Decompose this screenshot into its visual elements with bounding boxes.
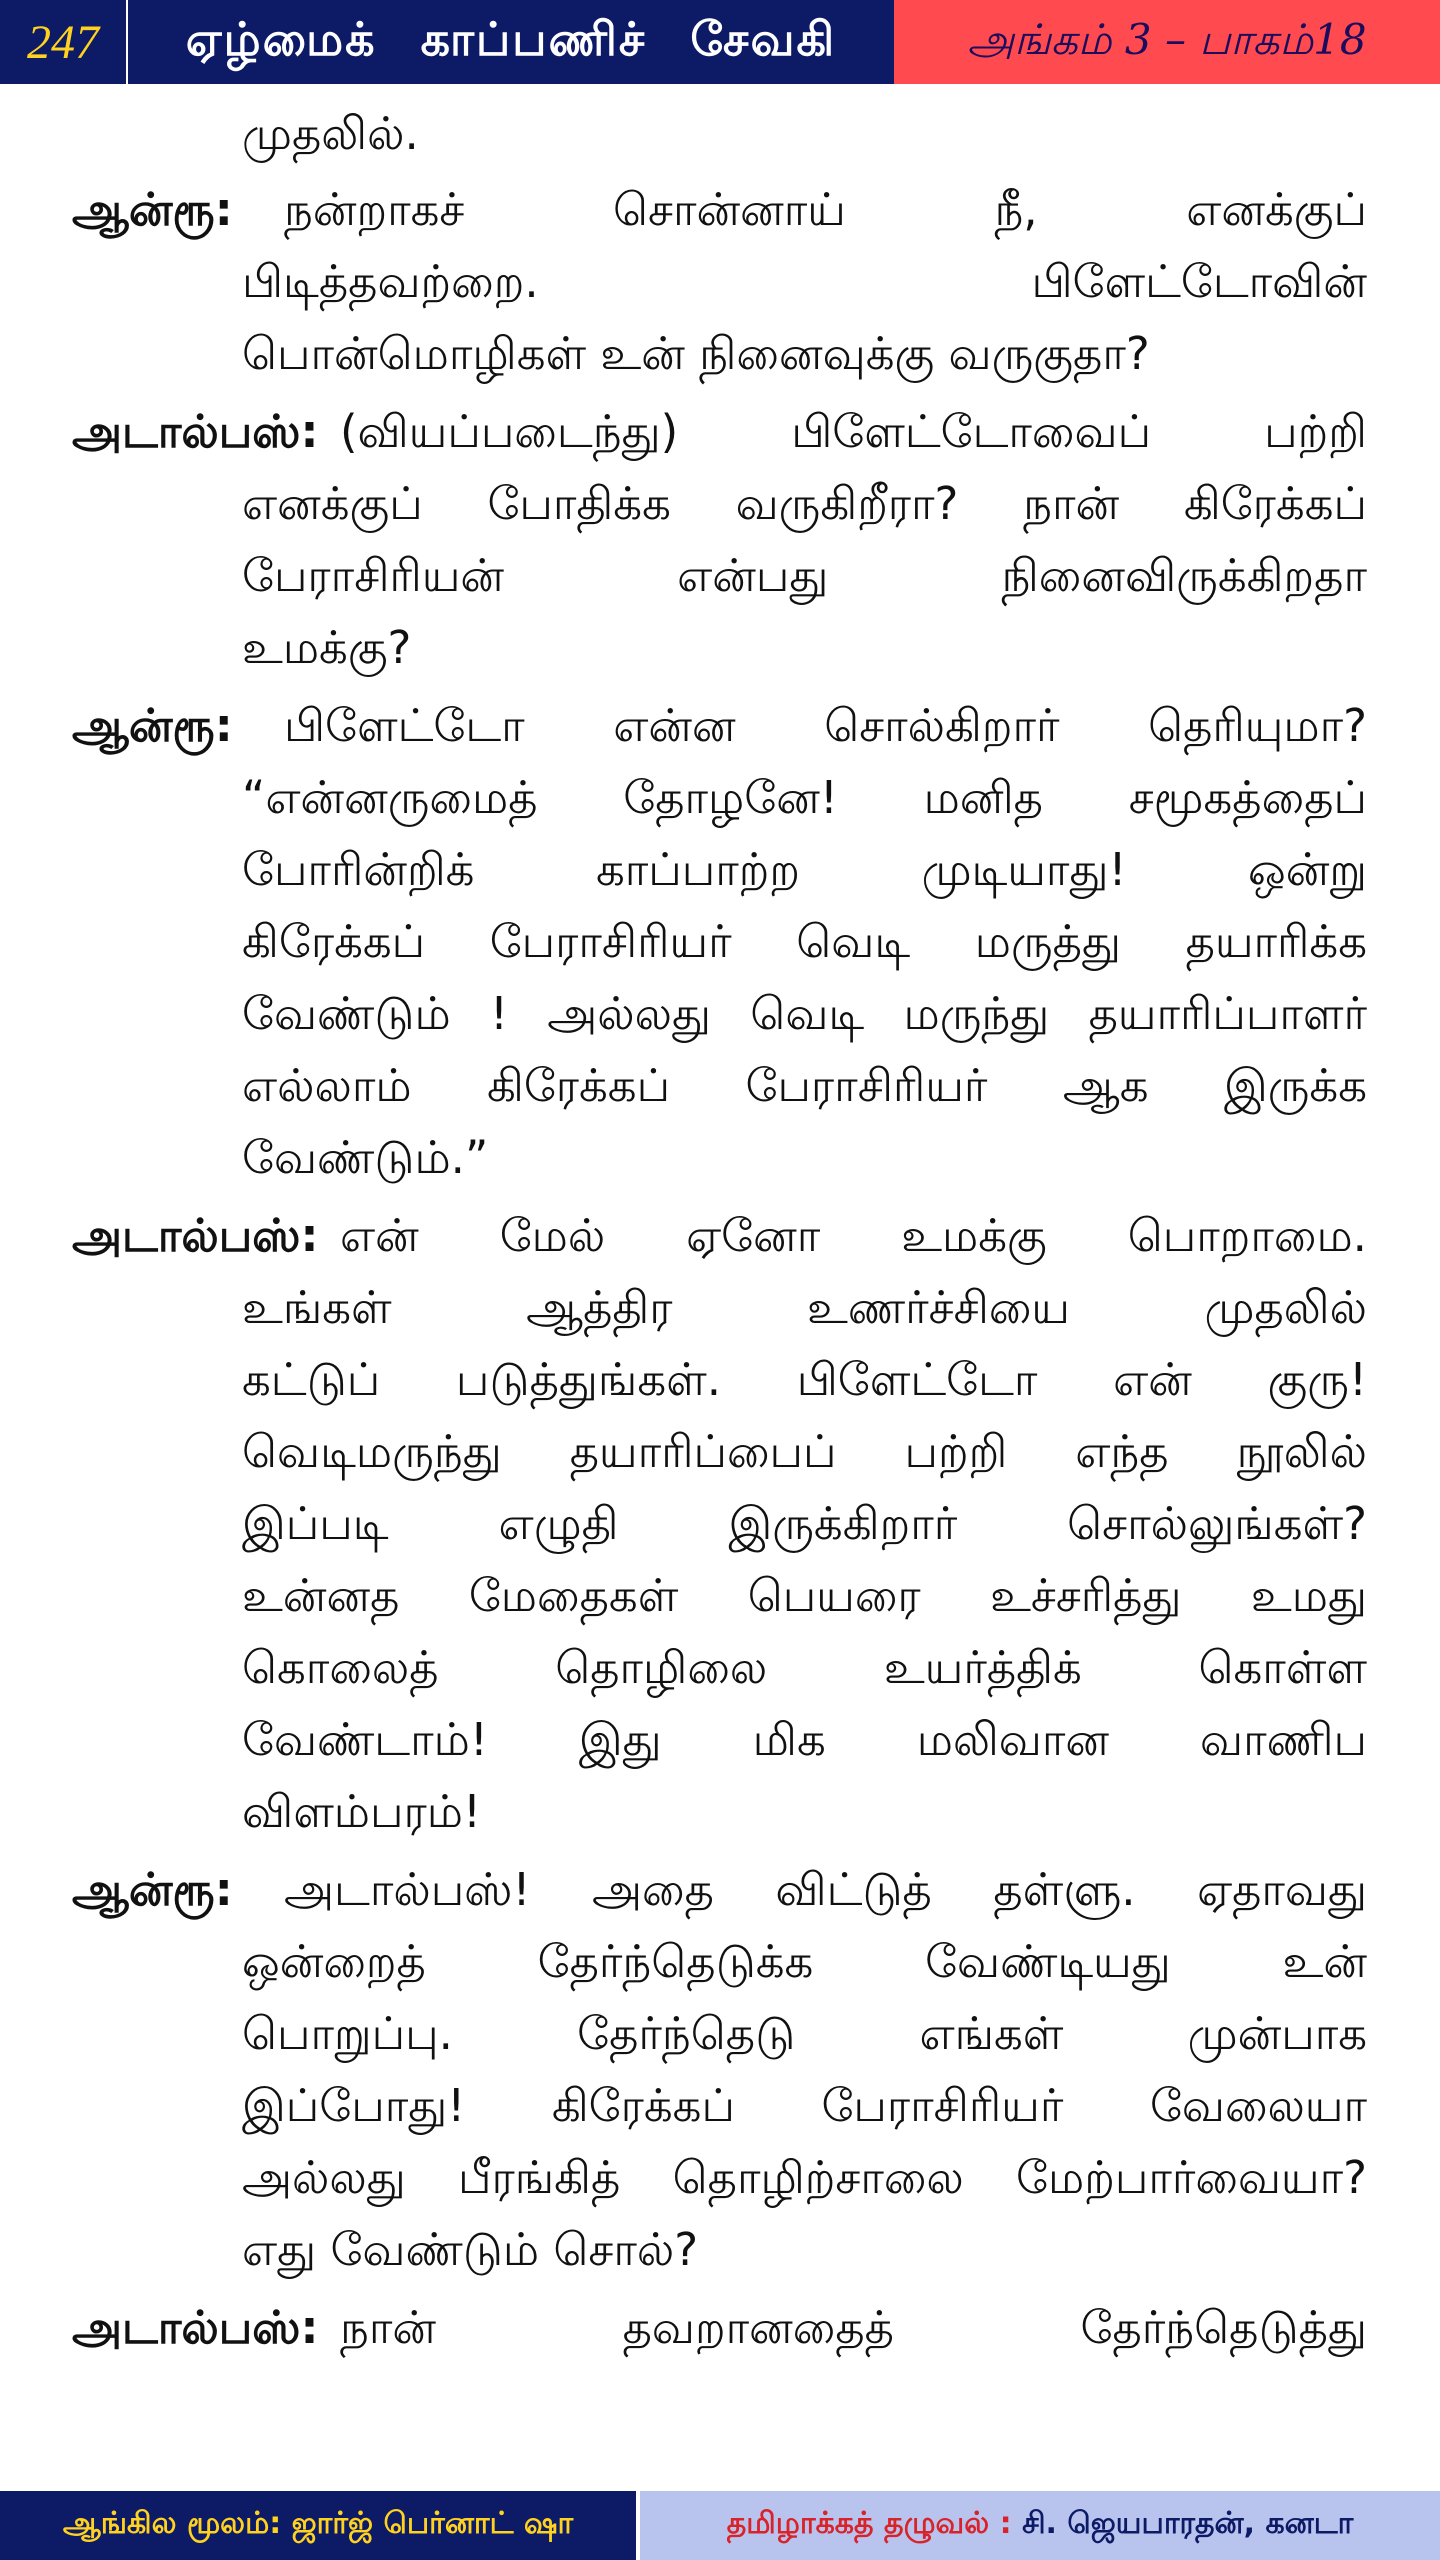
dialogue-line: எல்லாம் கிரேக்கப் பேராசிரியர் ஆக இருக்க bbox=[242, 1059, 1367, 1112]
dialogue-line: எனக்குப் போதிக்க வருகிறீரா? நான் கிரேக்கப் bbox=[242, 477, 1367, 530]
dialogue-body bbox=[0, 84, 1440, 2464]
dialogue-line: பிடித்தவற்றை. பிளேட்டோவின் bbox=[242, 255, 1367, 308]
book-title: ஏழ்மைக் காப்பணிச் சேவகி bbox=[126, 0, 894, 84]
dialogue-line: கொலைத் தொழிலை உயர்த்திக் கொள்ள bbox=[242, 1641, 1367, 1694]
dialogue-line: “என்னருமைத் தோழனே! மனித சமூகத்தைப் bbox=[242, 771, 1367, 824]
translator-name: சி. ஜெயபாரதன், கனடா bbox=[1022, 2506, 1354, 2541]
dialogue-line: உன்னத மேதைகள் பெயரை உச்சரித்து உமது bbox=[242, 1569, 1367, 1622]
page-header bbox=[0, 0, 1440, 84]
speaker-name: ஆன்ரூ: bbox=[72, 183, 233, 236]
speaker-name: ஆன்ரூ: bbox=[72, 1863, 233, 1916]
dialogue-line: வேண்டும் ! அல்லது வெடி மருந்து தயாரிப்பாளர் bbox=[242, 987, 1367, 1040]
dialogue-line: வேண்டாம்! இது மிக மலிவான வாணிப bbox=[242, 1713, 1367, 1766]
part-label: அங்கம் 3 – பாகம்18 bbox=[894, 0, 1440, 84]
dialogue-line: பேராசிரியன் என்பது நினைவிருக்கிறதா bbox=[242, 549, 1367, 602]
dialogue-line: வேண்டும்.” bbox=[242, 1131, 489, 1184]
speaker-name: அடால்பஸ்: bbox=[72, 1209, 319, 1262]
speaker-name: அடால்பஸ்: bbox=[72, 2301, 319, 2354]
speaker-name: அடால்பஸ்: bbox=[72, 405, 319, 458]
dialogue-line: நன்றாகச் சொன்னாய் நீ, எனக்குப் bbox=[284, 183, 1367, 236]
dialogue-line: பிளேட்டோ என்ன சொல்கிறார் தெரியுமா? bbox=[284, 699, 1367, 752]
dialogue-line: கட்டுப் படுத்துங்கள். பிளேட்டோ என் குரு! bbox=[242, 1353, 1367, 1406]
translator-prefix: தமிழாக்கத் தழுவல் : bbox=[726, 2506, 1012, 2541]
dialogue-line: எது வேண்டும் சொல்? bbox=[242, 2223, 699, 2276]
dialogue-line: பொறுப்பு. தேர்ந்தெடு எங்கள் முன்பாக bbox=[242, 2007, 1367, 2060]
page-number: 247 bbox=[0, 0, 126, 84]
dialogue-line: போரின்றிக் காப்பாற்ற முடியாது! ஒன்று bbox=[242, 843, 1367, 896]
dialogue-line: உங்கள் ஆத்திர உணர்ச்சியை முதலில் bbox=[242, 1281, 1367, 1334]
page-footer bbox=[0, 2491, 1440, 2560]
dialogue-line: கிரேக்கப் பேராசிரியர் வெடி மருத்து தயாரிக்க bbox=[242, 915, 1367, 968]
dialogue-line: என் மேல் ஏனோ உமக்கு பொறாமை. bbox=[340, 1209, 1367, 1262]
dialogue-line: முதலில். bbox=[242, 107, 419, 160]
dialogue-line: பொன்மொழிகள் உன் நினைவுக்கு வருகுதா? bbox=[242, 327, 1150, 380]
source-credit: ஆங்கில மூலம்: ஜார்ஜ் பெர்னாட் ஷா bbox=[0, 2491, 636, 2560]
dialogue-line: உமக்கு? bbox=[242, 621, 412, 674]
dialogue-line: இப்போது! கிரேக்கப் பேராசிரியர் வேலையா bbox=[242, 2079, 1367, 2132]
dialogue-line: அடால்பஸ்! அதை விட்டுத் தள்ளு. ஏதாவது bbox=[284, 1863, 1367, 1916]
dialogue-line: அல்லது பீரங்கித் தொழிற்சாலை மேற்பார்வையா? bbox=[242, 2151, 1367, 2204]
dialogue-line: நான் தவறானதைத் தேர்ந்தெடுத்து bbox=[340, 2301, 1367, 2354]
translator-credit bbox=[640, 2491, 1440, 2560]
dialogue-line: இப்படி எழுதி இருக்கிறார் சொல்லுங்கள்? bbox=[242, 1497, 1367, 1550]
speaker-name: ஆன்ரூ: bbox=[72, 699, 233, 752]
dialogue-line: விளம்பரம்! bbox=[242, 1785, 481, 1838]
dialogue-line: (வியப்படைந்து) பிளேட்டோவைப் பற்றி bbox=[340, 405, 1367, 458]
dialogue-line: வெடிமருந்து தயாரிப்பைப் பற்றி எந்த நூலில் bbox=[242, 1425, 1367, 1478]
dialogue-line: ஒன்றைத் தேர்ந்தெடுக்க வேண்டியது உன் bbox=[242, 1935, 1367, 1988]
